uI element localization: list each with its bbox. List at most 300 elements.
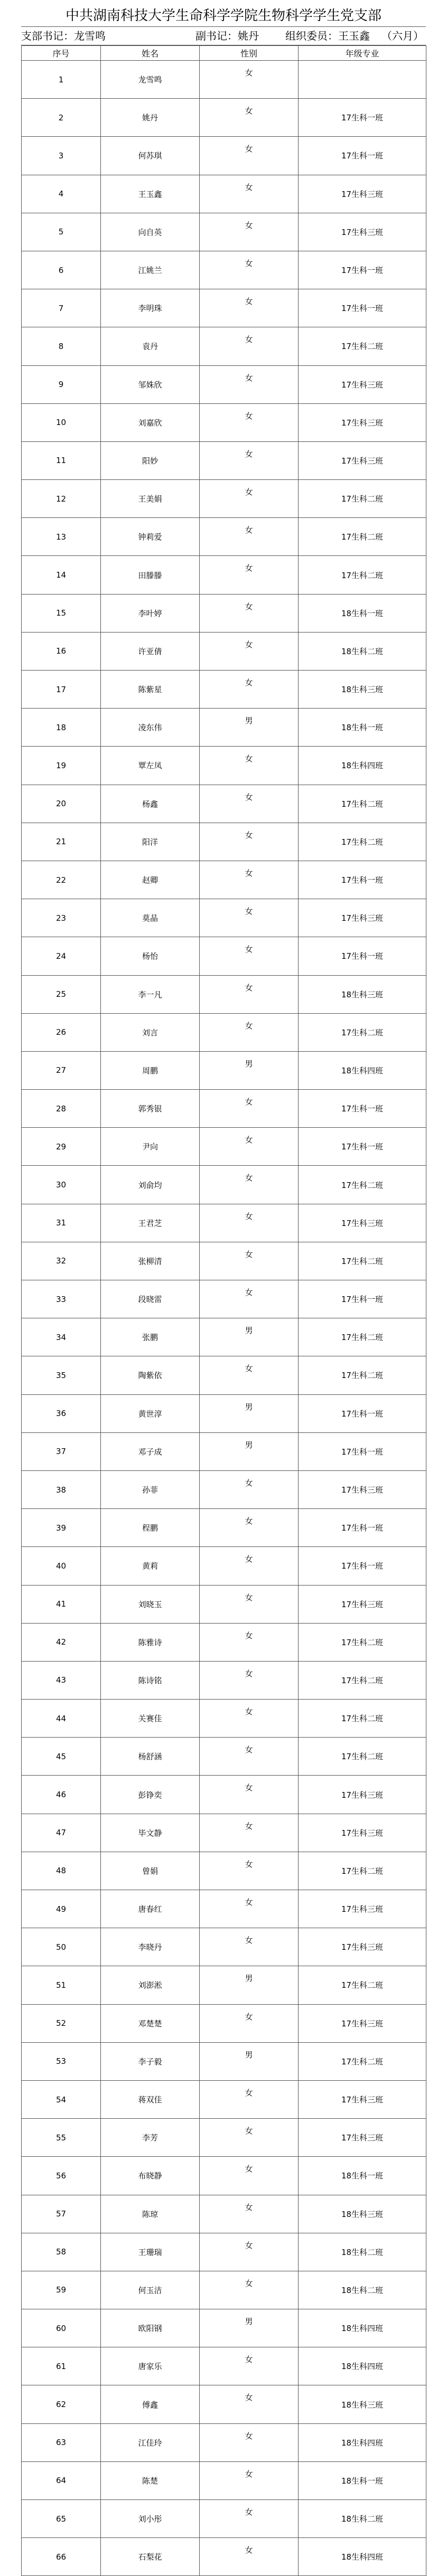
cell-index: 4: [22, 175, 101, 213]
table-row: [22, 61, 426, 99]
table-row: [22, 1509, 426, 1547]
cell-name: 唐家乐: [101, 2347, 200, 2385]
cell-name: 关赛佳: [101, 1700, 200, 1738]
cell-gender: 女: [200, 556, 299, 594]
cell-grade-major: 17生科一班: [299, 861, 426, 899]
table-row: [22, 1547, 426, 1585]
cell-gender: 女: [200, 1661, 299, 1699]
cell-gender: 女: [200, 1013, 299, 1051]
table-row: [22, 99, 426, 137]
cell-index: 7: [22, 289, 101, 327]
cell-gender: 女: [200, 1509, 299, 1547]
cell-gender: 女: [200, 365, 299, 403]
cell-gender: 女: [200, 2347, 299, 2385]
cell-name: 邓楚楚: [101, 2004, 200, 2042]
table-row: [22, 365, 426, 403]
cell-gender: 女: [200, 2538, 299, 2576]
cell-index: 41: [22, 1585, 101, 1623]
cell-index: 5: [22, 213, 101, 251]
cell-grade-major: 17生科一班: [299, 1547, 426, 1585]
cell-name: 杨鑫: [101, 785, 200, 823]
cell-grade-major: 18生科一班: [299, 594, 426, 632]
cell-index: 40: [22, 1547, 101, 1585]
cell-gender: 女: [200, 1776, 299, 1814]
cell-gender: 女: [200, 1585, 299, 1623]
cell-grade-major: 17生科三班: [299, 175, 426, 213]
table-row: [22, 1966, 426, 2004]
cell-index: 64: [22, 2461, 101, 2499]
cell-name: 毕文静: [101, 1814, 200, 1852]
table-row: [22, 2538, 426, 2576]
cell-grade-major: 17生科三班: [299, 365, 426, 403]
cell-index: 25: [22, 975, 101, 1013]
table-row: [22, 1166, 426, 1204]
cell-grade-major: 17生科二班: [299, 1700, 426, 1738]
cell-gender: 女: [200, 1890, 299, 1928]
header-index: 序号: [22, 46, 101, 61]
cell-grade-major: 18生科四班: [299, 2538, 426, 2576]
cell-index: 61: [22, 2347, 101, 2385]
cell-gender: 女: [200, 327, 299, 365]
cell-name: 向自英: [101, 213, 200, 251]
cell-gender: 女: [200, 518, 299, 556]
table-row: [22, 1852, 426, 1890]
cell-name: 陶紫依: [101, 1356, 200, 1394]
cell-gender: 女: [200, 2004, 299, 2042]
table-row: [22, 2271, 426, 2309]
cell-gender: 女: [200, 975, 299, 1013]
member-sheet: [21, 5, 426, 2576]
cell-index: 29: [22, 1128, 101, 1166]
cell-gender: 女: [200, 2157, 299, 2195]
cell-name: 黄莉: [101, 1547, 200, 1585]
cell-name: 尹向: [101, 1128, 200, 1166]
table-row: [22, 1013, 426, 1051]
table-row: [22, 785, 426, 823]
cell-index: 33: [22, 1280, 101, 1318]
cell-grade-major: 17生科三班: [299, 213, 426, 251]
table-row: [22, 823, 426, 861]
table-row: [22, 2042, 426, 2080]
cell-name: 李明珠: [101, 289, 200, 327]
cell-index: 16: [22, 632, 101, 670]
cell-index: 17: [22, 671, 101, 709]
cell-name: 刘言: [101, 1013, 200, 1051]
cell-name: 陈雅诗: [101, 1623, 200, 1661]
cell-gender: 女: [200, 1166, 299, 1204]
table-row: [22, 1090, 426, 1128]
table-row: [22, 899, 426, 937]
table-row: [22, 2500, 426, 2538]
cell-gender: 女: [200, 1623, 299, 1661]
cell-index: 18: [22, 709, 101, 747]
cell-index: 53: [22, 2042, 101, 2080]
table-row: [22, 1394, 426, 1432]
cell-index: 52: [22, 2004, 101, 2042]
cell-name: 李晓丹: [101, 1928, 200, 1966]
cell-gender: 女: [200, 1128, 299, 1166]
cell-grade-major: 17生科二班: [299, 480, 426, 518]
cell-name: 何玉洁: [101, 2271, 200, 2309]
cell-index: 44: [22, 1700, 101, 1738]
cell-index: 34: [22, 1318, 101, 1356]
cell-index: 31: [22, 1204, 101, 1242]
cell-name: 李子毅: [101, 2042, 200, 2080]
cell-index: 1: [22, 61, 101, 99]
organization-member: 组织委员：王玉鑫: [285, 30, 370, 42]
cell-gender: 女: [200, 899, 299, 937]
cell-gender: 女: [200, 61, 299, 99]
cell-grade-major: 17生科三班: [299, 1204, 426, 1242]
cell-index: 27: [22, 1051, 101, 1089]
cell-gender: 男: [200, 2042, 299, 2080]
cell-grade-major: 18生科四班: [299, 2347, 426, 2385]
table-row: [22, 1280, 426, 1318]
cell-index: 48: [22, 1852, 101, 1890]
cell-index: 24: [22, 937, 101, 975]
cell-index: 10: [22, 403, 101, 441]
cell-name: 张鹏: [101, 1318, 200, 1356]
cell-grade-major: 17生科一班: [299, 937, 426, 975]
cell-index: 46: [22, 1776, 101, 1814]
cell-index: 22: [22, 861, 101, 899]
cell-grade-major: 17生科三班: [299, 2119, 426, 2157]
cell-index: 51: [22, 1966, 101, 2004]
cell-gender: 女: [200, 1928, 299, 1966]
table-row: [22, 2385, 426, 2423]
cell-index: 12: [22, 480, 101, 518]
cell-grade-major: 17生科一班: [299, 1509, 426, 1547]
cell-grade-major: 17生科二班: [299, 1966, 426, 2004]
cell-name: 刘嘉欣: [101, 403, 200, 441]
month-label: （六月）: [381, 30, 424, 42]
table-row: [22, 1623, 426, 1661]
table-row: [22, 2004, 426, 2042]
cell-gender: 女: [200, 2119, 299, 2157]
cell-index: 56: [22, 2157, 101, 2195]
table-row: [22, 1242, 426, 1280]
cell-gender: 女: [200, 480, 299, 518]
cell-gender: 女: [200, 175, 299, 213]
cell-gender: 女: [200, 213, 299, 251]
cell-gender: 女: [200, 2423, 299, 2461]
cell-grade-major: 17生科三班: [299, 1776, 426, 1814]
cell-index: 9: [22, 365, 101, 403]
cell-index: 38: [22, 1470, 101, 1508]
cell-gender: 女: [200, 1700, 299, 1738]
cell-gender: 女: [200, 1470, 299, 1508]
deputy-secretary: 副书记：姚丹: [195, 30, 259, 42]
cell-gender: 女: [200, 1242, 299, 1280]
cell-name: 陈琼: [101, 2195, 200, 2233]
cell-grade-major: 17生科三班: [299, 1470, 426, 1508]
table-row: [22, 1661, 426, 1699]
cell-index: 20: [22, 785, 101, 823]
cell-grade-major: 17生科二班: [299, 556, 426, 594]
table-row: [22, 747, 426, 785]
cell-name: 程鹏: [101, 1509, 200, 1547]
cell-grade-major: 17生科二班: [299, 327, 426, 365]
cell-index: 57: [22, 2195, 101, 2233]
cell-gender: 男: [200, 1318, 299, 1356]
table-row: [22, 1432, 426, 1470]
cell-name: 阳洋: [101, 823, 200, 861]
cell-gender: 女: [200, 403, 299, 441]
table-row: [22, 1738, 426, 1776]
cell-name: 傅鑫: [101, 2385, 200, 2423]
cell-gender: 男: [200, 1966, 299, 2004]
cell-index: 39: [22, 1509, 101, 1547]
cell-name: 王美娟: [101, 480, 200, 518]
cell-grade-major: 17生科二班: [299, 1623, 426, 1661]
table-row: [22, 556, 426, 594]
table-row: [22, 1700, 426, 1738]
cell-grade-major: 17生科二班: [299, 1166, 426, 1204]
cell-index: 11: [22, 441, 101, 479]
sheet-title: 中共湖南科技大学生命科学学院生物科学学生党支部: [21, 5, 426, 27]
table-row: [22, 175, 426, 213]
cell-index: 19: [22, 747, 101, 785]
cell-name: 莫晶: [101, 899, 200, 937]
cell-name: 王玉鑫: [101, 175, 200, 213]
cell-gender: 女: [200, 671, 299, 709]
table-row: [22, 441, 426, 479]
cell-index: 13: [22, 518, 101, 556]
cell-name: 曾娟: [101, 1852, 200, 1890]
cell-grade-major: 18生科四班: [299, 2423, 426, 2461]
cell-grade-major: 18生科三班: [299, 2195, 426, 2233]
cell-grade-major: 17生科三班: [299, 1928, 426, 1966]
table-row: [22, 2233, 426, 2271]
cell-gender: 女: [200, 1814, 299, 1852]
cell-name: 陈楚: [101, 2461, 200, 2499]
cell-name: 李芳: [101, 2119, 200, 2157]
cell-gender: 女: [200, 823, 299, 861]
cell-index: 35: [22, 1356, 101, 1394]
cell-index: 2: [22, 99, 101, 137]
cell-index: 58: [22, 2233, 101, 2271]
cell-index: 55: [22, 2119, 101, 2157]
cell-grade-major: 17生科一班: [299, 289, 426, 327]
cell-name: 姚丹: [101, 99, 200, 137]
table-row: [22, 2461, 426, 2499]
cell-name: 郭秀银: [101, 1090, 200, 1128]
cell-gender: 女: [200, 1090, 299, 1128]
cell-name: 李一凡: [101, 975, 200, 1013]
cell-grade-major: 17生科一班: [299, 99, 426, 137]
table-row: [22, 937, 426, 975]
cell-gender: 女: [200, 2461, 299, 2499]
table-row: [22, 289, 426, 327]
table-row: [22, 1356, 426, 1394]
cell-index: 63: [22, 2423, 101, 2461]
cell-index: 3: [22, 137, 101, 175]
cell-gender: 女: [200, 1356, 299, 1394]
cell-grade-major: 18生科一班: [299, 2461, 426, 2499]
cell-name: 王珊瑞: [101, 2233, 200, 2271]
table-row: [22, 251, 426, 289]
cell-grade-major: 18生科一班: [299, 2157, 426, 2195]
cell-index: 47: [22, 1814, 101, 1852]
cell-name: 唐春红: [101, 1890, 200, 1928]
cell-index: 15: [22, 594, 101, 632]
cell-gender: 男: [200, 1432, 299, 1470]
table-row: [22, 1318, 426, 1356]
cell-name: 王君芝: [101, 1204, 200, 1242]
cell-grade-major: 18生科四班: [299, 747, 426, 785]
cell-grade-major: 17生科一班: [299, 1394, 426, 1432]
cell-gender: 男: [200, 1394, 299, 1432]
cell-grade-major: 17生科一班: [299, 137, 426, 175]
table-row: [22, 480, 426, 518]
cell-grade-major: 17生科二班: [299, 823, 426, 861]
cell-grade-major: 18生科二班: [299, 2233, 426, 2271]
cell-grade-major: 18生科三班: [299, 975, 426, 1013]
cell-gender: 女: [200, 137, 299, 175]
cell-grade-major: 17生科三班: [299, 899, 426, 937]
cell-grade-major: 17生科二班: [299, 2042, 426, 2080]
cell-name: 陈紫星: [101, 671, 200, 709]
cell-grade-major: 18生科三班: [299, 2385, 426, 2423]
cell-grade-major: 18生科四班: [299, 2309, 426, 2347]
header-name: 姓名: [101, 46, 200, 61]
cell-gender: 女: [200, 2271, 299, 2309]
table-row: [22, 2080, 426, 2118]
cell-name: 江佳玲: [101, 2423, 200, 2461]
cell-grade-major: 17生科一班: [299, 251, 426, 289]
cell-grade-major: 17生科三班: [299, 441, 426, 479]
table-row: [22, 632, 426, 670]
cell-gender: 女: [200, 1738, 299, 1776]
cell-grade-major: 18生科二班: [299, 2500, 426, 2538]
table-row: [22, 2309, 426, 2347]
cell-grade-major: 17生科三班: [299, 403, 426, 441]
cell-index: 36: [22, 1394, 101, 1432]
table-row: [22, 2119, 426, 2157]
cell-name: 布晓静: [101, 2157, 200, 2195]
cell-name: 江姚兰: [101, 251, 200, 289]
cell-index: 32: [22, 1242, 101, 1280]
cell-grade-major: 18生科一班: [299, 709, 426, 747]
cell-name: 钟莉爱: [101, 518, 200, 556]
table-row: [22, 1051, 426, 1089]
cell-name: 邓子成: [101, 1432, 200, 1470]
cell-gender: 女: [200, 441, 299, 479]
cell-grade-major: 17生科三班: [299, 1814, 426, 1852]
cell-name: 田滕滕: [101, 556, 200, 594]
cell-gender: 男: [200, 1051, 299, 1089]
cell-gender: 女: [200, 1204, 299, 1242]
cell-name: 覃左凤: [101, 747, 200, 785]
cell-name: 孙菲: [101, 1470, 200, 1508]
cell-index: 21: [22, 823, 101, 861]
cell-index: 6: [22, 251, 101, 289]
table-row: [22, 213, 426, 251]
cell-name: 凌东伟: [101, 709, 200, 747]
table-row: [22, 1776, 426, 1814]
cell-gender: 女: [200, 251, 299, 289]
cell-name: 阳妙: [101, 441, 200, 479]
cell-grade-major: 17生科三班: [299, 1585, 426, 1623]
cell-index: 65: [22, 2500, 101, 2538]
cell-gender: 女: [200, 1280, 299, 1318]
table-row: [22, 594, 426, 632]
cell-name: 蒋双佳: [101, 2080, 200, 2118]
header-gender: 性别: [200, 46, 299, 61]
table-row: [22, 1204, 426, 1242]
cell-gender: 女: [200, 99, 299, 137]
cell-gender: 女: [200, 1547, 299, 1585]
cell-grade-major: 17生科一班: [299, 1128, 426, 1166]
cell-index: 45: [22, 1738, 101, 1776]
cell-grade-major: 17生科二班: [299, 1013, 426, 1051]
table-row: [22, 1890, 426, 1928]
table-row: [22, 403, 426, 441]
table-row: [22, 1928, 426, 1966]
cell-index: 28: [22, 1090, 101, 1128]
cell-name: 欧阳钢: [101, 2309, 200, 2347]
table-row: [22, 1128, 426, 1166]
cell-grade-major: 17生科二班: [299, 1318, 426, 1356]
table-row: [22, 2347, 426, 2385]
table-row: [22, 137, 426, 175]
cell-grade-major: 18生科二班: [299, 632, 426, 670]
cell-gender: 女: [200, 1852, 299, 1890]
cell-grade-major: 17生科三班: [299, 1890, 426, 1928]
table-row: [22, 518, 426, 556]
cell-gender: 女: [200, 785, 299, 823]
cell-name: 刘俞均: [101, 1166, 200, 1204]
cell-index: 37: [22, 1432, 101, 1470]
officers-line: [21, 27, 426, 45]
cell-index: 50: [22, 1928, 101, 1966]
cell-name: 李叶婷: [101, 594, 200, 632]
cell-name: 陈诗铭: [101, 1661, 200, 1699]
table-row: [22, 327, 426, 365]
table-row: [22, 709, 426, 747]
cell-name: 许亚倩: [101, 632, 200, 670]
cell-gender: 女: [200, 2233, 299, 2271]
cell-name: 张柳清: [101, 1242, 200, 1280]
cell-name: 彭铮奕: [101, 1776, 200, 1814]
table-row: [22, 1470, 426, 1508]
cell-index: 66: [22, 2538, 101, 2576]
cell-index: 42: [22, 1623, 101, 1661]
header-grade-major: 年级专业: [299, 46, 426, 61]
cell-name: 刘澎淞: [101, 1966, 200, 2004]
cell-grade-major: 17生科一班: [299, 1432, 426, 1470]
cell-name: 段晓雷: [101, 1280, 200, 1318]
cell-gender: 女: [200, 2195, 299, 2233]
cell-name: 何苏琪: [101, 137, 200, 175]
cell-name: 龙雪鸣: [101, 61, 200, 99]
cell-gender: 女: [200, 2500, 299, 2538]
cell-index: 30: [22, 1166, 101, 1204]
table-row: [22, 2195, 426, 2233]
cell-name: 刘晓玉: [101, 1585, 200, 1623]
cell-name: 杨舒涵: [101, 1738, 200, 1776]
cell-grade-major: 17生科二班: [299, 1661, 426, 1699]
cell-index: 62: [22, 2385, 101, 2423]
cell-grade-major: 17生科二班: [299, 1852, 426, 1890]
cell-grade-major: 17生科二班: [299, 1242, 426, 1280]
cell-name: 黄世淳: [101, 1394, 200, 1432]
cell-grade-major: 17生科一班: [299, 1090, 426, 1128]
cell-index: 23: [22, 899, 101, 937]
cell-gender: 女: [200, 632, 299, 670]
cell-index: 54: [22, 2080, 101, 2118]
table-row: [22, 1814, 426, 1852]
